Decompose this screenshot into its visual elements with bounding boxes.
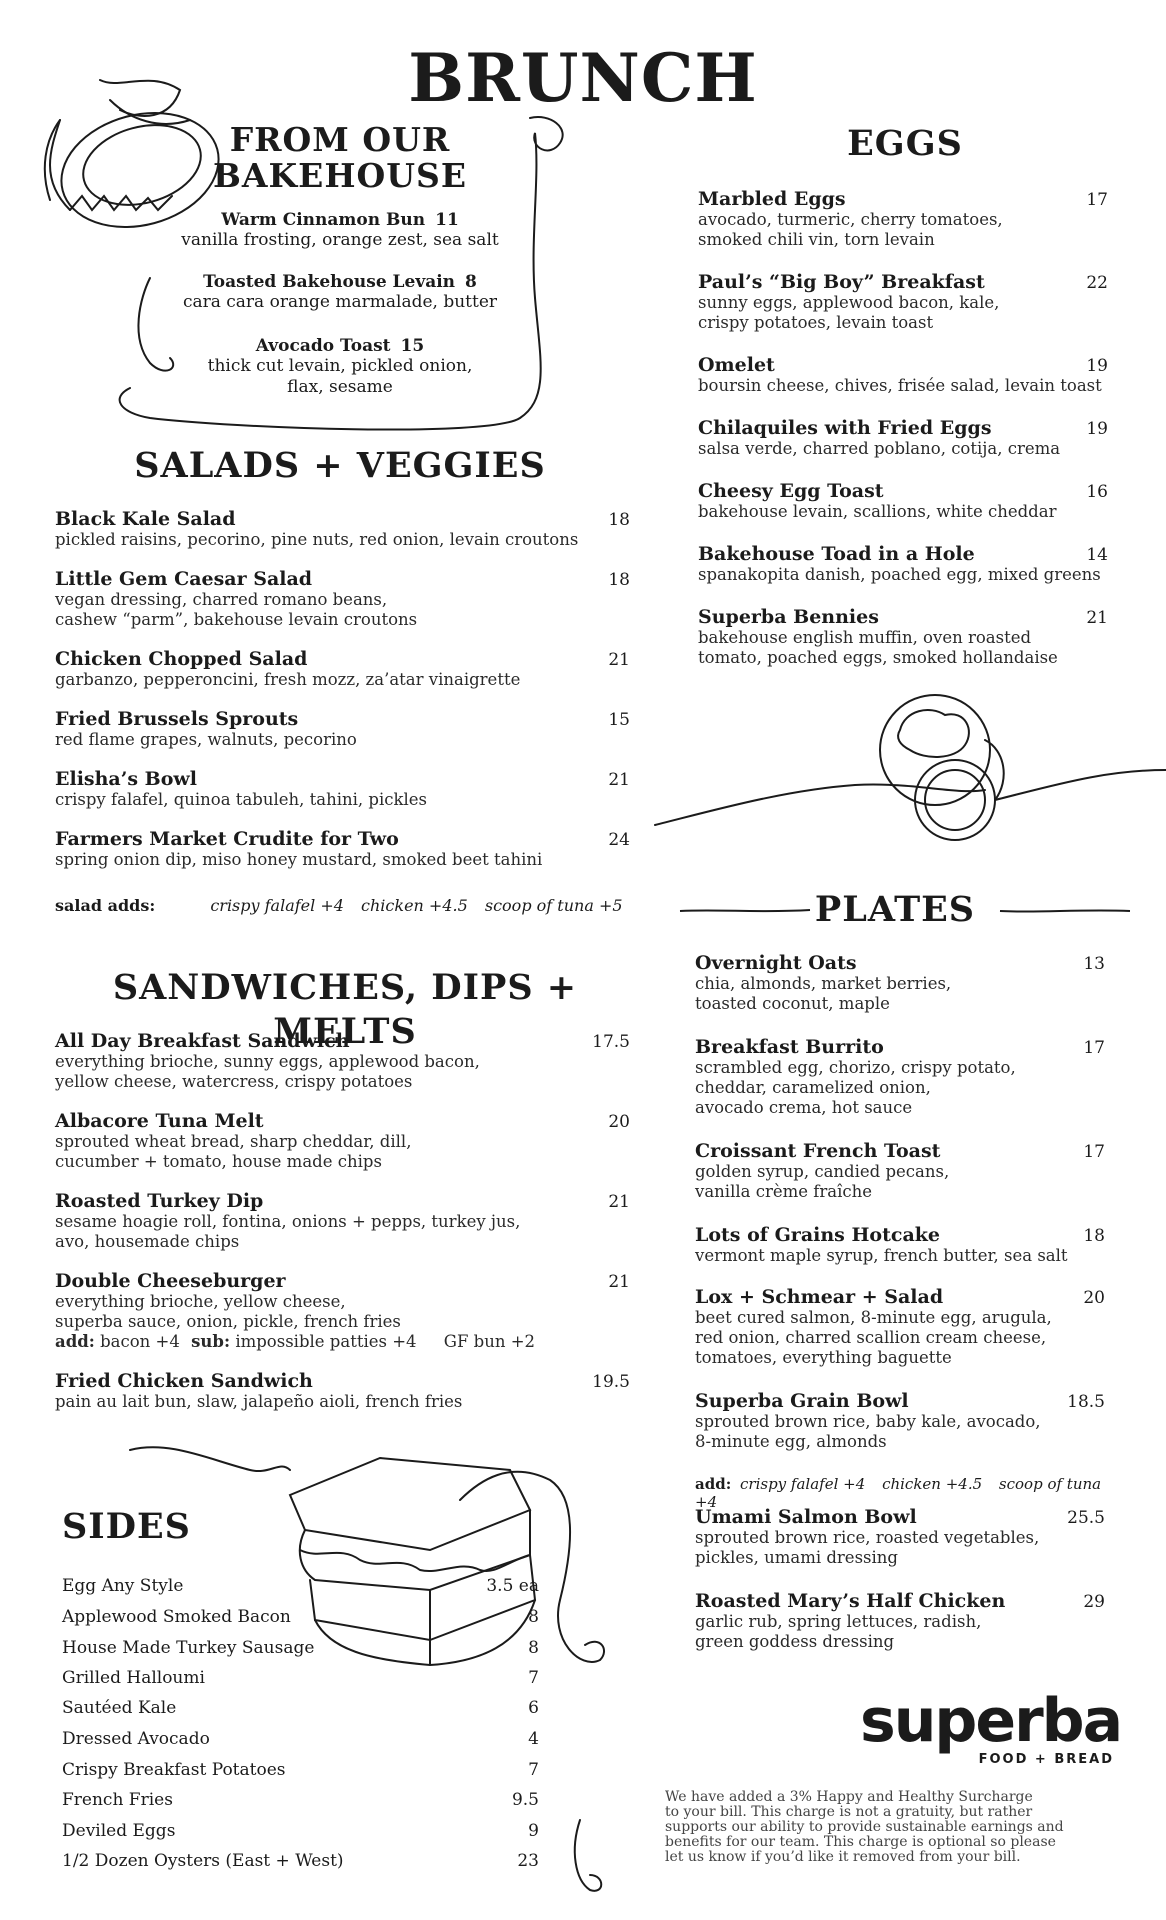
item-desc: sprouted wheat bread, sharp cheddar, dill,: [55, 1132, 412, 1151]
item-name: Toasted Bakehouse Levain: [203, 272, 456, 292]
side-item: [62, 1821, 539, 1841]
side-name: Grilled Halloumi: [62, 1668, 205, 1688]
bakehouse-title-line1: FROM OUR: [229, 120, 451, 159]
item-price: 18: [608, 510, 630, 530]
item-desc: toasted coconut, maple: [695, 994, 890, 1013]
item-price: 8: [465, 272, 477, 292]
add-option: crispy falafel +4: [740, 1475, 866, 1493]
item-desc: bakehouse levain, scallions, white cheddar: [698, 502, 1057, 521]
item-desc: avocado crema, hot sauce: [695, 1098, 913, 1117]
item-price: 17: [1083, 1038, 1105, 1058]
side-name: Deviled Eggs: [62, 1821, 176, 1841]
item-price: 11: [435, 210, 459, 230]
item-desc: spring onion dip, miso honey mustard, smoked beet tahini: [55, 850, 543, 869]
item-desc: cheddar, caramelized onion,: [695, 1078, 931, 1097]
sandwiches-title: SANDWICHES, DIPS + MELTS: [112, 967, 578, 1052]
item-price: 18: [608, 570, 630, 590]
item-name: Albacore Tuna Melt: [55, 1110, 264, 1132]
item-desc: cashew “parm”, bakehouse levain croutons: [55, 610, 418, 629]
side-item: [62, 1729, 539, 1749]
side-name: French Fries: [62, 1790, 173, 1810]
item-name: Cheesy Egg Toast: [698, 480, 884, 502]
side-price: 9.5: [511, 1790, 539, 1810]
note-line: benefits for our team. This charge is optional so please: [665, 1834, 1056, 1850]
item-desc: vermont maple syrup, french butter, sea salt: [695, 1246, 1068, 1265]
item-price: 14: [1086, 545, 1108, 565]
burger-gf-option: GF bun +2: [443, 1332, 536, 1351]
sandwich-item: [55, 1030, 630, 1092]
side-name: Dressed Avocado: [62, 1729, 210, 1749]
plate-item: [695, 1590, 1105, 1652]
burger-adds: [55, 1332, 630, 1352]
egg-item: [698, 271, 1108, 333]
plate-item: [695, 1140, 1105, 1202]
bakehouse-title-line2: BAKEHOUSE: [212, 156, 468, 195]
salads-title: SALADS + VEGGIES: [134, 445, 546, 486]
salad-item: [55, 708, 630, 750]
item-price: 21: [608, 1272, 630, 1292]
item-desc: pain au lait bun, slaw, jalapeño aioli, french fries: [55, 1392, 463, 1411]
item-desc: scrambled egg, chorizo, crispy potato,: [695, 1058, 1016, 1077]
item-desc: bakehouse english muffin, oven roasted: [698, 628, 1032, 647]
brand-tagline: FOOD + BREAD: [978, 1752, 1114, 1767]
item-desc: avo, housemade chips: [55, 1232, 240, 1251]
item-desc: yellow cheese, watercress, crispy potatoes: [55, 1072, 413, 1091]
plate-item: [695, 1286, 1105, 1368]
add-option: scoop of tuna +4: [695, 1475, 1102, 1511]
item-price: 18: [1083, 1226, 1105, 1246]
item-price: 21: [608, 770, 630, 790]
side-price: 9: [528, 1821, 539, 1841]
side-item: [62, 1698, 539, 1718]
item-name: Lox + Schmear + Salad: [695, 1286, 944, 1308]
plate-item: [695, 1506, 1105, 1568]
item-price: 13: [1083, 954, 1105, 974]
salad-item: [55, 768, 630, 810]
surcharge-note: [665, 1790, 1125, 1865]
plate-item: [695, 1390, 1105, 1452]
item-name: Elisha’s Bowl: [55, 768, 197, 790]
bakehouse-item: [140, 210, 540, 251]
side-name: House Made Turkey Sausage: [62, 1638, 315, 1658]
note-line: to your bill. This charge is not a gratuity, but rather: [665, 1804, 1033, 1820]
sandwich-item: [55, 1110, 630, 1172]
item-desc: sesame hoagie roll, fontina, onions + pepps, turkey jus,: [55, 1212, 521, 1231]
bakehouse-item: [140, 336, 540, 398]
item-name: Omelet: [698, 354, 775, 376]
item-name: Marbled Eggs: [698, 188, 846, 210]
item-desc: sunny eggs, applewood bacon, kale,: [698, 293, 1000, 312]
item-desc: cucumber + tomato, house made chips: [55, 1152, 382, 1171]
plate-item: [695, 1036, 1105, 1118]
add-option: scoop of tuna +5: [484, 896, 623, 915]
item-price: 19: [1086, 356, 1108, 376]
plates-rule-right: [1000, 905, 1130, 917]
item-name: Black Kale Salad: [55, 508, 236, 530]
item-name: Croissant French Toast: [695, 1140, 941, 1162]
item-desc: pickles, umami dressing: [695, 1548, 898, 1567]
item-price: 16: [1086, 482, 1108, 502]
side-name: Egg Any Style: [62, 1576, 184, 1596]
item-desc: vanilla crème fraîche: [695, 1182, 872, 1201]
item-desc: sprouted brown rice, baby kale, avocado,: [695, 1412, 1041, 1431]
item-name: Avocado Toast: [255, 336, 391, 356]
side-item: [62, 1668, 539, 1688]
add-option: chicken +4.5: [882, 1475, 983, 1493]
side-name: 1/2 Dozen Oysters (East + West): [62, 1851, 344, 1871]
item-name: Superba Bennies: [698, 606, 879, 628]
burger-add-value: bacon +4: [100, 1332, 180, 1351]
sides-title: SIDES: [62, 1506, 191, 1547]
plate-adds-label: add:: [695, 1475, 732, 1493]
item-price: 19.5: [592, 1372, 630, 1392]
side-item: [62, 1790, 539, 1810]
item-name: Chilaquiles with Fried Eggs: [698, 417, 992, 439]
item-price: 21: [608, 650, 630, 670]
eggs-title: EGGS: [847, 123, 963, 164]
add-option: crispy falafel +4: [210, 896, 344, 915]
plates-rule-left: [680, 905, 810, 917]
burger-sub-value: impossible patties +4: [235, 1332, 417, 1351]
plate-item: [695, 1224, 1105, 1266]
sides-swirl: [560, 1820, 610, 1900]
item-desc: boursin cheese, chives, frisée salad, levain toast: [698, 376, 1102, 395]
brand-name: superba: [860, 1686, 1122, 1756]
item-desc: vegan dressing, charred romano beans,: [55, 590, 388, 609]
item-price: 29: [1083, 1592, 1105, 1612]
egg-item: [698, 606, 1108, 668]
side-name: Sautéed Kale: [62, 1698, 177, 1718]
item-name: Chicken Chopped Salad: [55, 648, 308, 670]
page-title: BRUNCH: [408, 39, 758, 117]
item-name: Little Gem Caesar Salad: [55, 568, 313, 590]
side-name: Applewood Smoked Bacon: [62, 1607, 291, 1627]
item-price: 24: [608, 830, 630, 850]
item-desc: red flame grapes, walnuts, pecorino: [55, 730, 357, 749]
plate-item: [695, 952, 1105, 1014]
egg-item: [698, 543, 1108, 585]
note-line: let us know if you’d like it removed from your bill.: [665, 1849, 1021, 1865]
side-price: 3.5 ea: [486, 1576, 539, 1596]
item-name: All Day Breakfast Sandwich: [55, 1030, 350, 1052]
salad-item: [55, 508, 630, 550]
side-price: 23: [517, 1851, 539, 1871]
item-desc: 8-minute egg, almonds: [695, 1432, 887, 1451]
item-name: Overnight Oats: [695, 952, 857, 974]
burger-add-label: add:: [55, 1332, 95, 1351]
item-name: Farmers Market Crudite for Two: [55, 828, 399, 850]
item-price: 21: [608, 1192, 630, 1212]
item-price: 25.5: [1067, 1508, 1105, 1528]
side-item: [62, 1607, 539, 1627]
item-desc: beet cured salmon, 8-minute egg, arugula,: [695, 1308, 1052, 1327]
egg-item: [698, 417, 1108, 459]
item-desc: salsa verde, charred poblano, cotija, crema: [698, 439, 1061, 458]
item-desc: cara cara orange marmalade, butter: [182, 292, 498, 312]
item-desc: garbanzo, pepperoncini, fresh mozz, za’atar vinaigrette: [55, 670, 521, 689]
item-name: Roasted Turkey Dip: [55, 1190, 264, 1212]
salad-item: [55, 568, 630, 630]
item-desc: thick cut levain, pickled onion,: [207, 356, 473, 376]
item-desc: superba sauce, onion, pickle, french fries: [55, 1312, 401, 1331]
item-desc: vanilla frosting, orange zest, sea salt: [181, 230, 499, 250]
note-line: We have added a 3% Happy and Healthy Surcharge: [665, 1789, 1033, 1805]
item-price: 15: [608, 710, 630, 730]
item-name: Bakehouse Toad in a Hole: [698, 543, 975, 565]
salad-adds-label: salad adds:: [55, 896, 156, 915]
side-name: Crispy Breakfast Potatoes: [62, 1760, 286, 1780]
item-desc: spanakopita danish, poached egg, mixed greens: [698, 565, 1101, 584]
item-desc: everything brioche, yellow cheese,: [55, 1292, 346, 1311]
bakehouse-section: [140, 122, 540, 194]
item-name: Double Cheeseburger: [55, 1270, 286, 1292]
eggs-illustration: [655, 690, 1166, 850]
item-price: 17: [1086, 190, 1108, 210]
note-line: supports our ability to provide sustainable earnings and: [665, 1819, 1064, 1835]
item-desc: everything brioche, sunny eggs, applewood bacon,: [55, 1052, 480, 1071]
item-price: 19: [1086, 419, 1108, 439]
item-name: Roasted Mary’s Half Chicken: [695, 1590, 1006, 1612]
item-desc: pickled raisins, pecorino, pine nuts, red onion, levain croutons: [55, 530, 579, 549]
sandwich-item: [55, 1370, 630, 1412]
salad-item: [55, 648, 630, 690]
item-desc: golden syrup, candied pecans,: [695, 1162, 950, 1181]
side-item: [62, 1760, 539, 1780]
bakehouse-item: [140, 272, 540, 313]
item-desc: smoked chili vin, torn levain: [698, 230, 935, 249]
side-item: [62, 1851, 539, 1871]
salad-item: [55, 828, 630, 870]
item-name: Superba Grain Bowl: [695, 1390, 909, 1412]
item-price: 20: [608, 1112, 630, 1132]
side-item: [62, 1576, 539, 1596]
side-price: 7: [528, 1668, 539, 1688]
item-desc: avocado, turmeric, cherry tomatoes,: [698, 210, 1003, 229]
item-price: 17: [1083, 1142, 1105, 1162]
item-desc: flax, sesame: [287, 377, 393, 397]
sandwich-item: [55, 1270, 630, 1352]
item-desc: garlic rub, spring lettuces, radish,: [695, 1612, 982, 1631]
item-price: 18.5: [1067, 1392, 1105, 1412]
egg-item: [698, 480, 1108, 522]
item-name: Fried Chicken Sandwich: [55, 1370, 313, 1392]
salad-adds: [55, 896, 645, 915]
side-price: 4: [528, 1729, 539, 1749]
item-name: Fried Brussels Sprouts: [55, 708, 299, 730]
item-price: 20: [1083, 1288, 1105, 1308]
side-item: [62, 1638, 539, 1658]
burger-sub-label: sub:: [191, 1332, 231, 1351]
side-price: 8: [528, 1607, 539, 1627]
brand-logo: [860, 1686, 1122, 1767]
item-name: Breakfast Burrito: [695, 1036, 884, 1058]
item-desc: sprouted brown rice, roasted vegetables,: [695, 1528, 1040, 1547]
item-name: Paul’s “Big Boy” Breakfast: [698, 271, 985, 293]
sandwich-item: [55, 1190, 630, 1252]
side-price: 7: [528, 1760, 539, 1780]
plates-title: PLATES: [814, 889, 976, 930]
egg-item: [698, 188, 1108, 250]
item-desc: green goddess dressing: [695, 1632, 895, 1651]
item-price: 15: [400, 336, 425, 356]
item-desc: tomatoes, everything baguette: [695, 1348, 952, 1367]
item-desc: crispy falafel, quinoa tabuleh, tahini, pickles: [55, 790, 427, 809]
add-option: chicken +4.5: [361, 896, 468, 915]
item-name: Warm Cinnamon Bun: [221, 210, 426, 230]
side-price: 6: [528, 1698, 539, 1718]
item-name: Lots of Grains Hotcake: [695, 1224, 941, 1246]
item-price: 21: [1086, 608, 1108, 628]
item-name: Umami Salmon Bowl: [695, 1506, 917, 1528]
side-price: 8: [528, 1638, 539, 1658]
item-price: 17.5: [592, 1032, 630, 1052]
item-desc: red onion, charred scallion cream cheese,: [695, 1328, 1047, 1347]
item-price: 22: [1086, 273, 1108, 293]
item-desc: tomato, poached eggs, smoked hollandaise: [698, 648, 1058, 667]
item-desc: crispy potatoes, levain toast: [698, 313, 934, 332]
egg-item: [698, 354, 1108, 396]
item-desc: chia, almonds, market berries,: [695, 974, 952, 993]
